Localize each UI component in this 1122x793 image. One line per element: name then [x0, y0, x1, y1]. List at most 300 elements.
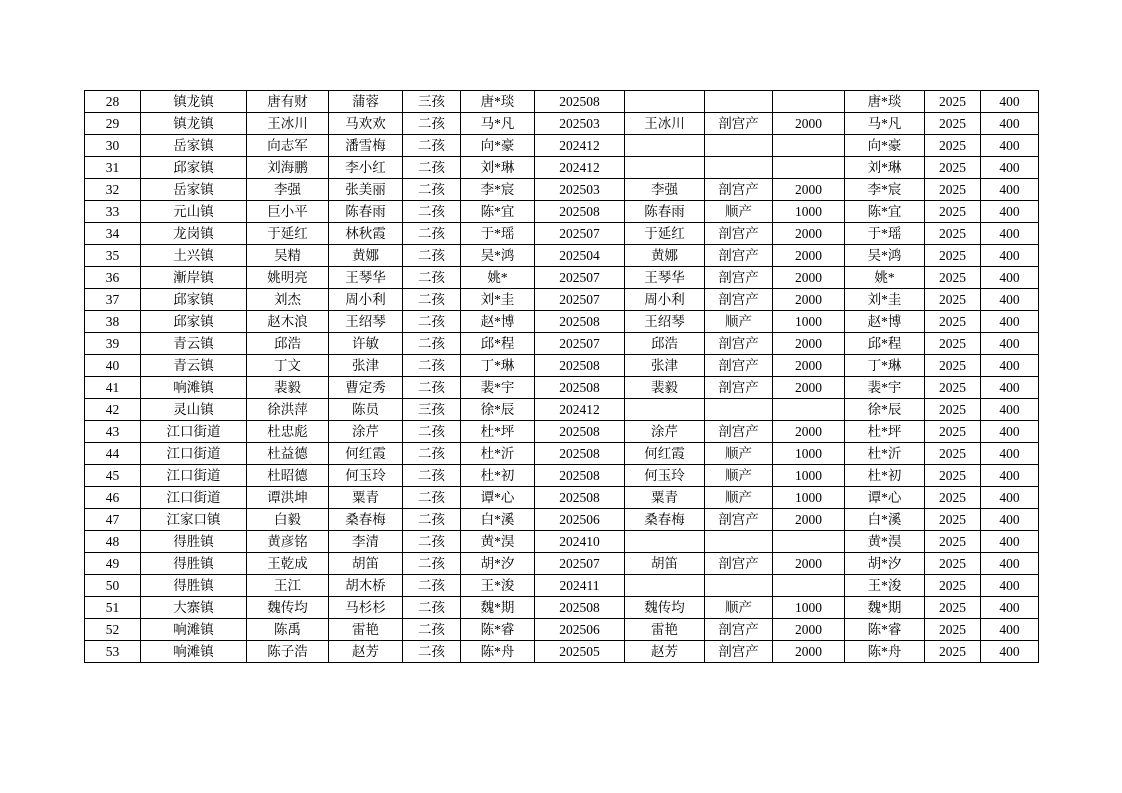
- table-cell: 48: [85, 531, 141, 553]
- table-cell: 张美丽: [329, 179, 403, 201]
- table-cell: 202507: [535, 553, 625, 575]
- table-row: [85, 465, 1039, 487]
- table-cell: 巨小平: [247, 201, 329, 223]
- table-cell: 二孩: [403, 289, 461, 311]
- table-cell: 王琴华: [625, 267, 705, 289]
- table-cell: 江口街道: [141, 487, 247, 509]
- table-cell: 于延红: [247, 223, 329, 245]
- table-cell: 何红霞: [329, 443, 403, 465]
- table-cell: 邱*程: [461, 333, 535, 355]
- table-cell: 33: [85, 201, 141, 223]
- table-cell: 剖宫产: [705, 355, 773, 377]
- table-cell: 陈*舟: [845, 641, 925, 663]
- table-cell: [773, 91, 845, 113]
- table-cell: 50: [85, 575, 141, 597]
- table-cell: 2000: [773, 421, 845, 443]
- table-cell: [705, 531, 773, 553]
- table-cell: 2025: [925, 553, 981, 575]
- table-cell: 雷艳: [329, 619, 403, 641]
- table-cell: 剖宫产: [705, 179, 773, 201]
- table-cell: 202507: [535, 333, 625, 355]
- table-cell: 陈春雨: [625, 201, 705, 223]
- table-cell: 岳家镇: [141, 135, 247, 157]
- table-cell: 黄娜: [329, 245, 403, 267]
- table-cell: 二孩: [403, 223, 461, 245]
- table-cell: 顺产: [705, 465, 773, 487]
- table-cell: 202508: [535, 597, 625, 619]
- table-cell: 30: [85, 135, 141, 157]
- table-cell: 王乾成: [247, 553, 329, 575]
- table-cell: 林秋霞: [329, 223, 403, 245]
- table-cell: 王冰川: [247, 113, 329, 135]
- table-cell: 2000: [773, 619, 845, 641]
- table-body: [85, 91, 1039, 663]
- table-cell: 2000: [773, 509, 845, 531]
- table-cell: 白*溪: [845, 509, 925, 531]
- table-cell: 2000: [773, 641, 845, 663]
- table-cell: 唐*琰: [845, 91, 925, 113]
- table-cell: 剖宫产: [705, 223, 773, 245]
- table-cell: 202506: [535, 619, 625, 641]
- table-cell: 2025: [925, 355, 981, 377]
- table-cell: 王绍琴: [329, 311, 403, 333]
- table-cell: 剖宫产: [705, 289, 773, 311]
- table-cell: 202508: [535, 377, 625, 399]
- table-cell: 剖宫产: [705, 421, 773, 443]
- table-cell: 邱家镇: [141, 289, 247, 311]
- table-cell: 杜昭德: [247, 465, 329, 487]
- table-cell: 2000: [773, 553, 845, 575]
- table-cell: 2000: [773, 267, 845, 289]
- table-cell: 李*宸: [845, 179, 925, 201]
- table-cell: 1000: [773, 443, 845, 465]
- table-cell: 陈春雨: [329, 201, 403, 223]
- table-cell: 剖宫产: [705, 113, 773, 135]
- table-cell: 400: [981, 113, 1039, 135]
- table-cell: 2000: [773, 179, 845, 201]
- table-cell: 赵*博: [845, 311, 925, 333]
- table-cell: 剖宫产: [705, 267, 773, 289]
- table-cell: 刘杰: [247, 289, 329, 311]
- table-cell: 吴*鸿: [461, 245, 535, 267]
- table-cell: 裴*宇: [461, 377, 535, 399]
- table-cell: 邱浩: [625, 333, 705, 355]
- table-cell: 唐*琰: [461, 91, 535, 113]
- table-cell: 2025: [925, 377, 981, 399]
- table-cell: 400: [981, 597, 1039, 619]
- table-cell: 2025: [925, 575, 981, 597]
- table-cell: 顺产: [705, 597, 773, 619]
- table-cell: 王绍琴: [625, 311, 705, 333]
- table-cell: 漸岸镇: [141, 267, 247, 289]
- table-cell: 400: [981, 201, 1039, 223]
- table-cell: 杜*初: [461, 465, 535, 487]
- table-cell: [625, 135, 705, 157]
- table-cell: 2025: [925, 509, 981, 531]
- table-cell: 2000: [773, 333, 845, 355]
- table-cell: 杜*初: [845, 465, 925, 487]
- table-row: [85, 443, 1039, 465]
- table-cell: 徐*辰: [461, 399, 535, 421]
- table-cell: 202503: [535, 179, 625, 201]
- table-cell: 202507: [535, 223, 625, 245]
- table-row: [85, 355, 1039, 377]
- table-cell: 41: [85, 377, 141, 399]
- table-cell: 周小利: [329, 289, 403, 311]
- table-cell: [705, 157, 773, 179]
- table-cell: 400: [981, 575, 1039, 597]
- table-cell: 28: [85, 91, 141, 113]
- table-cell: 二孩: [403, 201, 461, 223]
- table-row: [85, 553, 1039, 575]
- table-cell: 谭*心: [845, 487, 925, 509]
- table-cell: 剖宫产: [705, 509, 773, 531]
- table-cell: 得胜镇: [141, 531, 247, 553]
- table-cell: 2025: [925, 399, 981, 421]
- table-cell: 向*豪: [845, 135, 925, 157]
- table-cell: 邱浩: [247, 333, 329, 355]
- table-cell: 响滩镇: [141, 619, 247, 641]
- table-cell: 400: [981, 223, 1039, 245]
- table-cell: 胡*汐: [461, 553, 535, 575]
- table-cell: 2025: [925, 531, 981, 553]
- table-cell: 于*瑶: [461, 223, 535, 245]
- table-cell: 202507: [535, 267, 625, 289]
- table-cell: 魏传均: [625, 597, 705, 619]
- table-cell: 何玉玲: [329, 465, 403, 487]
- table-cell: 灵山镇: [141, 399, 247, 421]
- table-cell: 大寨镇: [141, 597, 247, 619]
- table-cell: 400: [981, 553, 1039, 575]
- table-cell: 2025: [925, 311, 981, 333]
- table-cell: 赵*博: [461, 311, 535, 333]
- table-cell: 王江: [247, 575, 329, 597]
- table-cell: 2025: [925, 91, 981, 113]
- table-cell: 二孩: [403, 553, 461, 575]
- table-cell: 三孩: [403, 91, 461, 113]
- table-cell: 王琴华: [329, 267, 403, 289]
- table-cell: 47: [85, 509, 141, 531]
- table-cell: 二孩: [403, 619, 461, 641]
- table-cell: 刘*圭: [461, 289, 535, 311]
- table-cell: 剖宫产: [705, 619, 773, 641]
- table-cell: 白*溪: [461, 509, 535, 531]
- table-cell: 202503: [535, 113, 625, 135]
- table-cell: 胡木桥: [329, 575, 403, 597]
- table-cell: 400: [981, 333, 1039, 355]
- table-cell: 202505: [535, 641, 625, 663]
- table-cell: 刘*琳: [845, 157, 925, 179]
- table-cell: 400: [981, 267, 1039, 289]
- table-cell: 2025: [925, 641, 981, 663]
- table-cell: 400: [981, 531, 1039, 553]
- table-cell: 二孩: [403, 267, 461, 289]
- table-cell: 张津: [625, 355, 705, 377]
- table-cell: 李清: [329, 531, 403, 553]
- table-row: [85, 641, 1039, 663]
- table-cell: 黄*淏: [461, 531, 535, 553]
- table-cell: 400: [981, 157, 1039, 179]
- table-cell: 姚*: [461, 267, 535, 289]
- table-row: [85, 91, 1039, 113]
- table-cell: 52: [85, 619, 141, 641]
- table-cell: 谭*心: [461, 487, 535, 509]
- table-cell: 杜*沂: [461, 443, 535, 465]
- table-cell: 2025: [925, 157, 981, 179]
- table-cell: 向志军: [247, 135, 329, 157]
- table-cell: 202412: [535, 157, 625, 179]
- table-row: [85, 201, 1039, 223]
- table-cell: 得胜镇: [141, 553, 247, 575]
- table-cell: 赵芳: [329, 641, 403, 663]
- table-cell: 姚明亮: [247, 267, 329, 289]
- table-cell: 杜*坪: [461, 421, 535, 443]
- table-cell: 杜益德: [247, 443, 329, 465]
- table-cell: 黄娜: [625, 245, 705, 267]
- table-cell: 白毅: [247, 509, 329, 531]
- table-cell: 2025: [925, 443, 981, 465]
- table-cell: 53: [85, 641, 141, 663]
- table-cell: 江口街道: [141, 443, 247, 465]
- table-cell: 2025: [925, 223, 981, 245]
- table-cell: 2025: [925, 201, 981, 223]
- table-cell: 响滩镇: [141, 377, 247, 399]
- table-cell: 2000: [773, 289, 845, 311]
- table-cell: 400: [981, 355, 1039, 377]
- table-cell: 2025: [925, 421, 981, 443]
- table-cell: 400: [981, 487, 1039, 509]
- table-cell: 2000: [773, 223, 845, 245]
- table-cell: 岳家镇: [141, 179, 247, 201]
- table-cell: 桑春梅: [329, 509, 403, 531]
- table-cell: 29: [85, 113, 141, 135]
- table-cell: 二孩: [403, 179, 461, 201]
- table-cell: 邱家镇: [141, 311, 247, 333]
- table-cell: [705, 575, 773, 597]
- table-cell: 杜*坪: [845, 421, 925, 443]
- table-cell: 43: [85, 421, 141, 443]
- table-cell: [705, 91, 773, 113]
- table-cell: 2025: [925, 289, 981, 311]
- table-cell: 202508: [535, 443, 625, 465]
- table-cell: 51: [85, 597, 141, 619]
- table-cell: 谭洪坤: [247, 487, 329, 509]
- table-row: [85, 509, 1039, 531]
- table-cell: 邱家镇: [141, 157, 247, 179]
- table-cell: 剖宫产: [705, 245, 773, 267]
- table-cell: 江家口镇: [141, 509, 247, 531]
- table-row: [85, 289, 1039, 311]
- table-cell: 马欢欢: [329, 113, 403, 135]
- table-cell: 江口街道: [141, 421, 247, 443]
- table-cell: 二孩: [403, 245, 461, 267]
- table-cell: 202506: [535, 509, 625, 531]
- table-cell: 马杉杉: [329, 597, 403, 619]
- table-cell: 顺产: [705, 487, 773, 509]
- table-cell: 400: [981, 421, 1039, 443]
- table-cell: [625, 399, 705, 421]
- table-cell: 王*浚: [461, 575, 535, 597]
- table-cell: 陈禹: [247, 619, 329, 641]
- table-row: [85, 179, 1039, 201]
- table-cell: 向*豪: [461, 135, 535, 157]
- table-cell: 粟青: [329, 487, 403, 509]
- table-cell: [625, 91, 705, 113]
- table-cell: 400: [981, 443, 1039, 465]
- table-cell: 于延红: [625, 223, 705, 245]
- table-cell: 45: [85, 465, 141, 487]
- table-cell: 2025: [925, 597, 981, 619]
- table-cell: 2000: [773, 355, 845, 377]
- table-cell: 202508: [535, 487, 625, 509]
- table-cell: 剖宫产: [705, 553, 773, 575]
- table-cell: 二孩: [403, 421, 461, 443]
- table-cell: [625, 531, 705, 553]
- table-row: [85, 575, 1039, 597]
- table-cell: 二孩: [403, 135, 461, 157]
- table-row: [85, 531, 1039, 553]
- table-cell: 2025: [925, 487, 981, 509]
- table-cell: 何红霞: [625, 443, 705, 465]
- table-cell: 胡*汐: [845, 553, 925, 575]
- table-cell: 陈员: [329, 399, 403, 421]
- table-cell: 王*浚: [845, 575, 925, 597]
- table-row: [85, 311, 1039, 333]
- table-cell: 三孩: [403, 399, 461, 421]
- table-cell: 400: [981, 135, 1039, 157]
- table-cell: 二孩: [403, 487, 461, 509]
- table-cell: 400: [981, 179, 1039, 201]
- table-cell: 49: [85, 553, 141, 575]
- table-cell: 蒲蓉: [329, 91, 403, 113]
- table-cell: 剖宫产: [705, 377, 773, 399]
- table-cell: 202508: [535, 91, 625, 113]
- table-cell: 马*凡: [461, 113, 535, 135]
- table-cell: 得胜镇: [141, 575, 247, 597]
- table-cell: 裴毅: [625, 377, 705, 399]
- table-cell: 2000: [773, 113, 845, 135]
- table-cell: 202508: [535, 201, 625, 223]
- table-cell: 40: [85, 355, 141, 377]
- table-row: [85, 135, 1039, 157]
- table-cell: 2025: [925, 113, 981, 135]
- table-cell: 400: [981, 641, 1039, 663]
- table-cell: 2025: [925, 619, 981, 641]
- table-row: [85, 245, 1039, 267]
- table-cell: 魏传均: [247, 597, 329, 619]
- table-cell: 许敏: [329, 333, 403, 355]
- table-cell: 刘*琳: [461, 157, 535, 179]
- table-cell: 裴*宇: [845, 377, 925, 399]
- table-cell: [773, 575, 845, 597]
- table-cell: 涂芹: [625, 421, 705, 443]
- table-cell: 400: [981, 619, 1039, 641]
- table-row: [85, 421, 1039, 443]
- table-cell: 雷艳: [625, 619, 705, 641]
- table-cell: 青云镇: [141, 333, 247, 355]
- table-row: [85, 597, 1039, 619]
- table-cell: 杜忠彪: [247, 421, 329, 443]
- table-cell: [625, 575, 705, 597]
- table-cell: 王冰川: [625, 113, 705, 135]
- table-cell: 39: [85, 333, 141, 355]
- table-cell: 38: [85, 311, 141, 333]
- table-cell: 2025: [925, 135, 981, 157]
- table-cell: 吴精: [247, 245, 329, 267]
- table-cell: 粟青: [625, 487, 705, 509]
- table-cell: 二孩: [403, 311, 461, 333]
- table-cell: 400: [981, 465, 1039, 487]
- records-table: [84, 90, 1039, 663]
- table-cell: 剖宫产: [705, 333, 773, 355]
- table-row: [85, 487, 1039, 509]
- table-cell: 31: [85, 157, 141, 179]
- table-cell: 2025: [925, 245, 981, 267]
- table-cell: [773, 135, 845, 157]
- table-cell: 潘雪梅: [329, 135, 403, 157]
- table-cell: 二孩: [403, 509, 461, 531]
- table-cell: 刘*圭: [845, 289, 925, 311]
- table-cell: 涂芹: [329, 421, 403, 443]
- table-cell: 丁文: [247, 355, 329, 377]
- table-cell: 202411: [535, 575, 625, 597]
- table-container: [84, 90, 1038, 663]
- table-cell: [705, 399, 773, 421]
- table-cell: [625, 157, 705, 179]
- table-cell: 黄*淏: [845, 531, 925, 553]
- table-row: [85, 619, 1039, 641]
- table-cell: 2025: [925, 333, 981, 355]
- table-cell: 42: [85, 399, 141, 421]
- table-cell: 400: [981, 509, 1039, 531]
- table-cell: 丁*琳: [845, 355, 925, 377]
- table-cell: 顺产: [705, 443, 773, 465]
- table-cell: 2025: [925, 465, 981, 487]
- table-cell: [773, 157, 845, 179]
- table-cell: 1000: [773, 201, 845, 223]
- table-cell: 2025: [925, 267, 981, 289]
- table-cell: 1000: [773, 465, 845, 487]
- table-cell: 李*宸: [461, 179, 535, 201]
- table-cell: 202508: [535, 465, 625, 487]
- table-cell: 姚*: [845, 267, 925, 289]
- table-cell: 土兴镇: [141, 245, 247, 267]
- table-cell: 二孩: [403, 355, 461, 377]
- table-cell: 赵木浪: [247, 311, 329, 333]
- table-cell: 胡笛: [329, 553, 403, 575]
- table-cell: 李强: [247, 179, 329, 201]
- table-cell: 陈子浩: [247, 641, 329, 663]
- table-cell: 1000: [773, 597, 845, 619]
- table-cell: 202508: [535, 355, 625, 377]
- table-cell: 赵芳: [625, 641, 705, 663]
- table-cell: 202508: [535, 421, 625, 443]
- table-row: [85, 223, 1039, 245]
- table-cell: 元山镇: [141, 201, 247, 223]
- table-cell: 顺产: [705, 311, 773, 333]
- table-cell: 202412: [535, 399, 625, 421]
- table-cell: [705, 135, 773, 157]
- table-cell: 响滩镇: [141, 641, 247, 663]
- table-cell: 邱*程: [845, 333, 925, 355]
- table-cell: 丁*琳: [461, 355, 535, 377]
- table-cell: 400: [981, 91, 1039, 113]
- table-cell: 魏*期: [461, 597, 535, 619]
- table-cell: 青云镇: [141, 355, 247, 377]
- table-cell: 2000: [773, 377, 845, 399]
- table-cell: 202504: [535, 245, 625, 267]
- table-cell: 36: [85, 267, 141, 289]
